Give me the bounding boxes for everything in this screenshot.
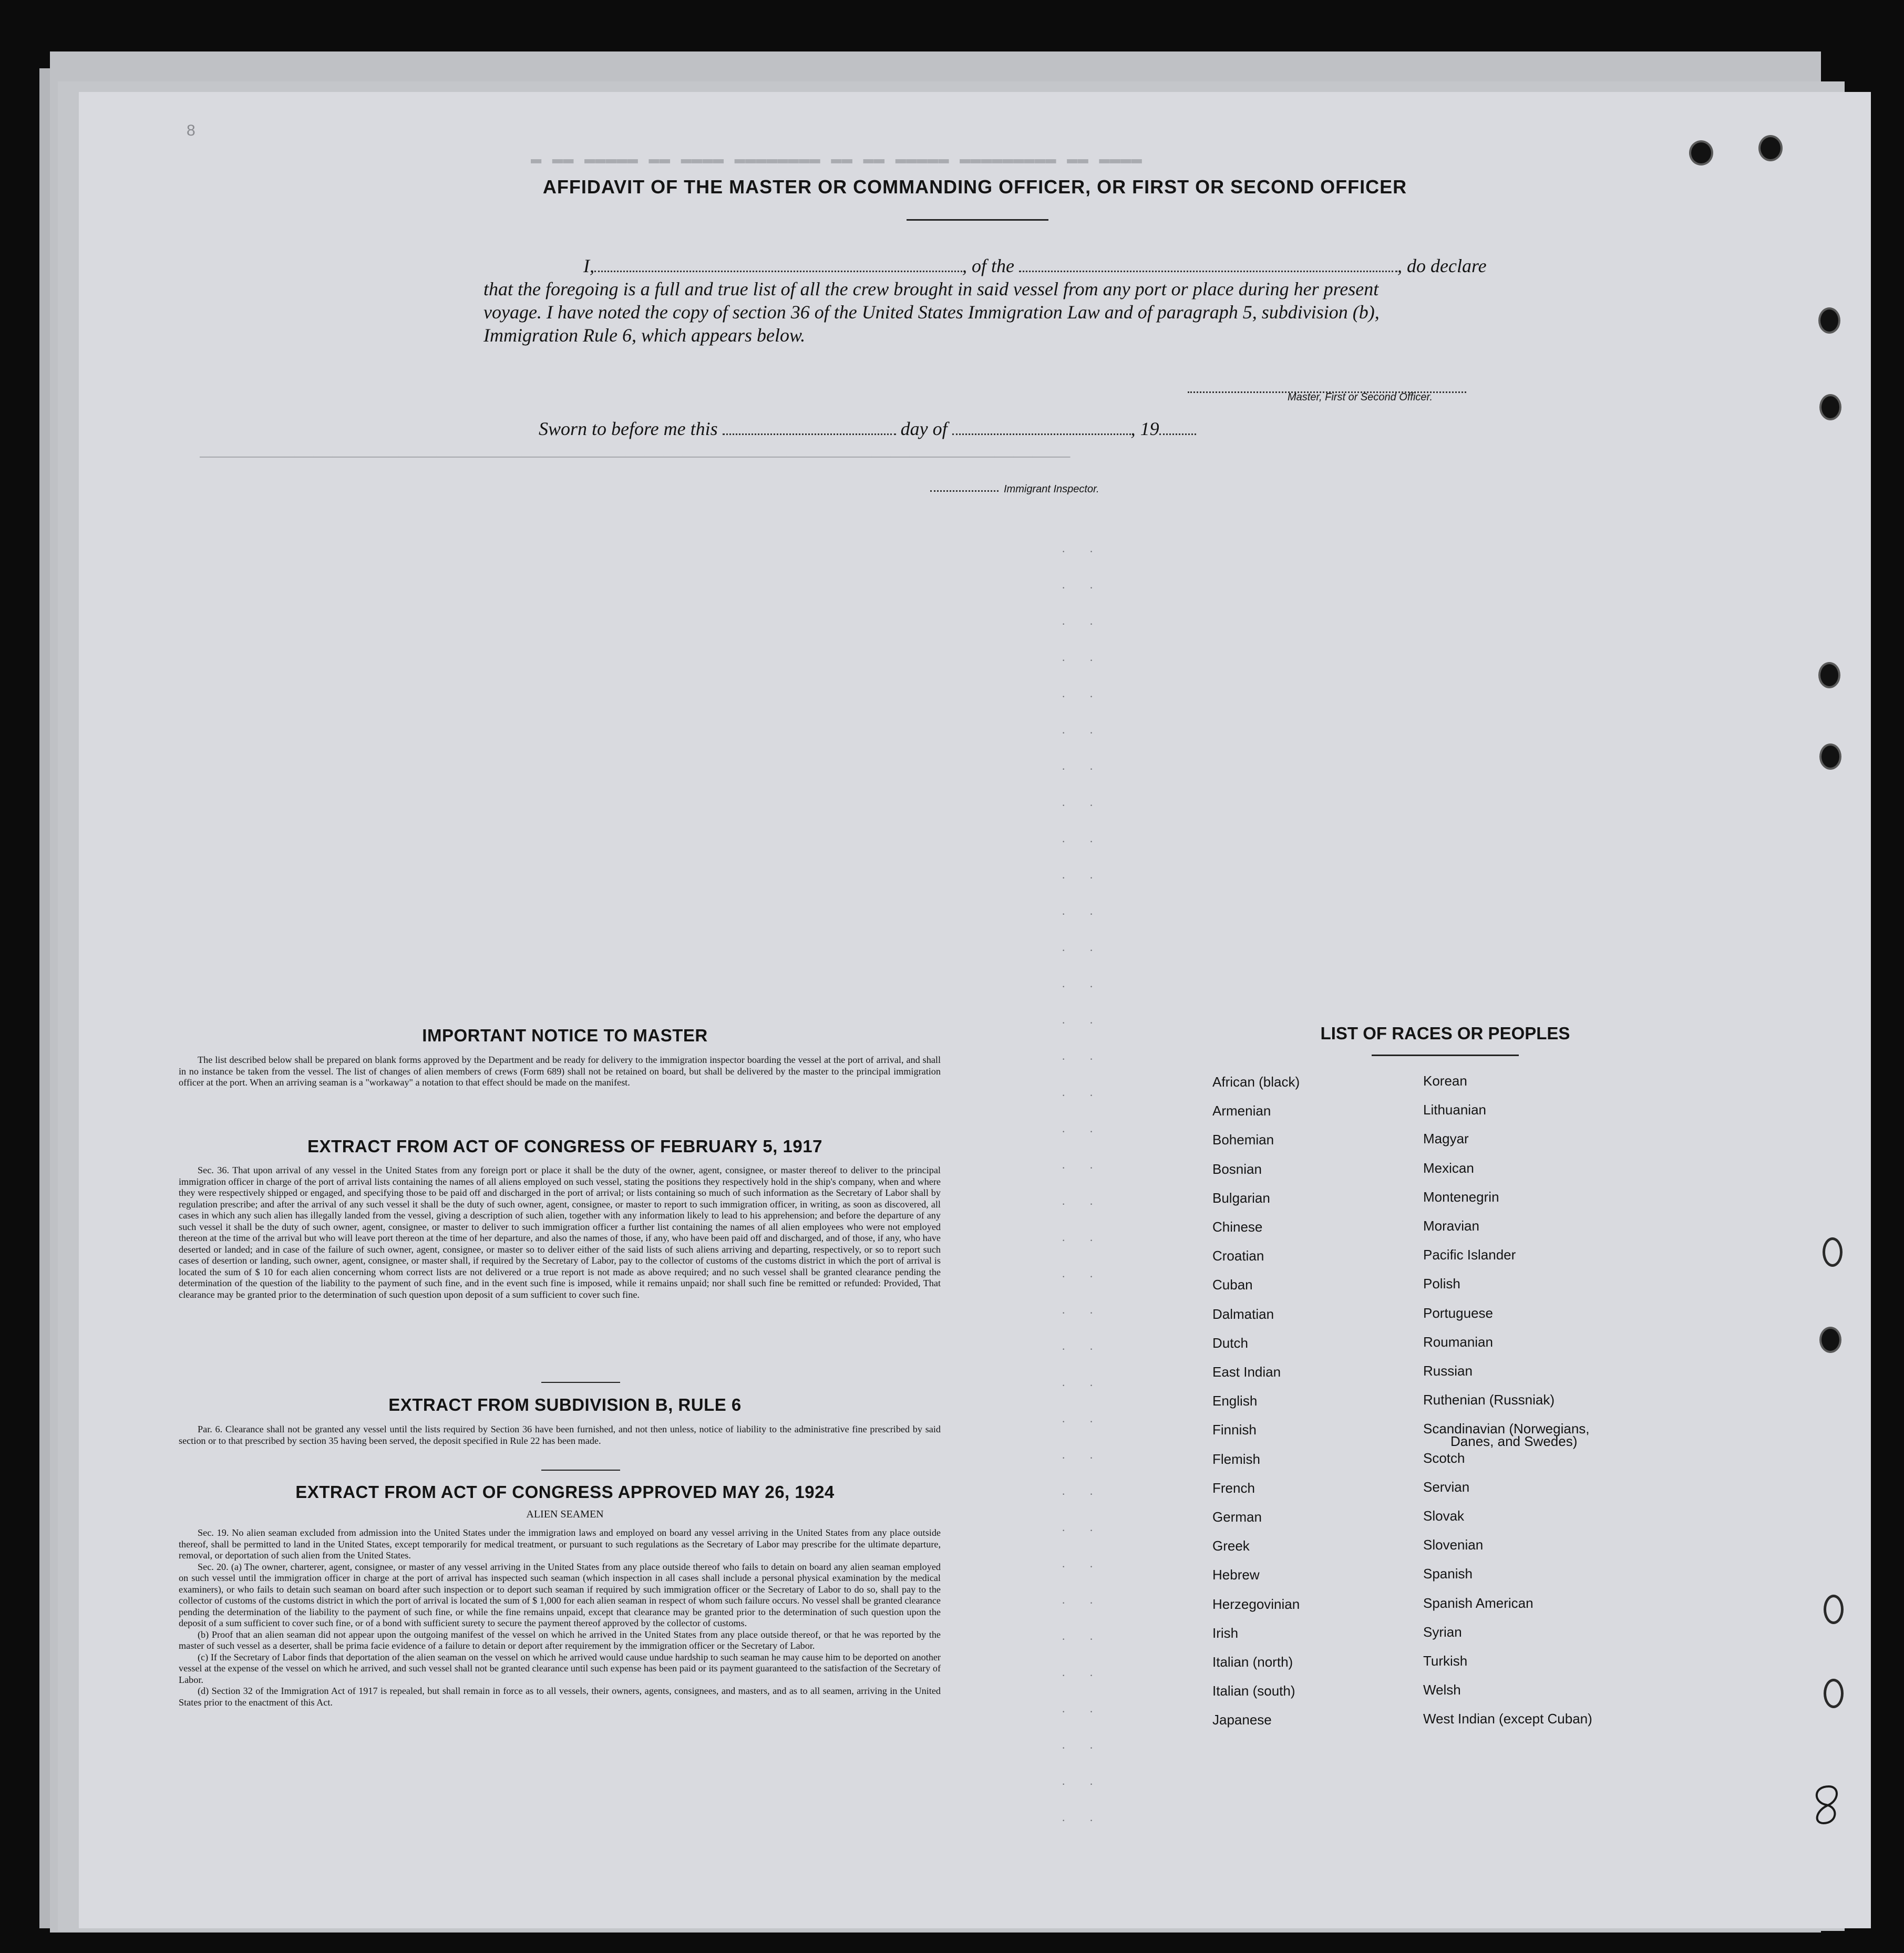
race-item: Dutch [1212,1335,1248,1351]
affidavit-line-2: that the foregoing is a full and true list of all the crew brought in said vessel from any port or place during her present [483,278,1379,299]
race-item: Pacific Islander [1423,1247,1516,1263]
sworn-month-field[interactable] [952,418,1131,435]
race-item: Korean [1423,1073,1467,1089]
divider [541,1382,620,1383]
binder-ring [1823,1237,1843,1267]
subdivision-title: EXTRACT FROM SUBDIVISION B, RULE 6 [388,1395,742,1414]
race-item: Servian [1423,1479,1470,1495]
race-item: Russian [1423,1363,1473,1379]
inspector-signature-field[interactable] [930,481,999,492]
race-item: Dalmatian [1212,1306,1274,1322]
document-page [79,92,1871,1928]
bleed-through: · · · · · · · · · · · · · · · · · · · · · · · · · · · · · · · · · · · · · · · · · · · · · · · · · · · · · · · · · · · · · · · · · · · · · · · · [1062,545,1104,1827]
act-1917-text: Sec. 36. That upon arrival of any vessel in the United States from any foreign port or place it shall be the duty of the owner, agent, consignee, or master thereof to deliver to the principal immigration officer in charge of the port of arrival lists containing the names of all aliens employed on such vessel, stating the positions they respectively hold in the ship's company, when and where they were respectively shipped or engaged, and specifying those to be paid off and discharged in the port of arrival; or lists containing so much of such information as the Secretary of Labor shall by regulation prescribe; and after the arrival of any such vessel it shall be the duty of such owner, agent, consignee, or master to report to such immigration officer, in writing, as soon as discovered, all cases in which any such alien has illegally landed from the vessel, giving a description of such alien, together with any information likely to lead to his apprehension; and before the departure of any such vessel it shall be the duty of such owner, agent, consignee, or master to deliver to such immigration officer a further list containing the names of all alien employees who were not employed thereon at the time of the arrival but who will leave port thereon at the time of her departure, and also the names of those, if any, who have been paid off and discharged, and of those, if any, who have deserted or landed; and in case of the failure of such owner, agent, consignee, or master so to deliver either of the said lists of such aliens arriving and departing, respectively, or so to report such cases of desertion or landing, such owner, agent, consignee, or master shall, if required by the Secretary of Labor, pay to the collector of customs of the customs district in which the port of arrival is located the sum of $ 10 for each alien concerning whom correct lists are not delivered or a true report is not made as above required; and no such vessel shall be granted clearance pending the determination of the question of the liability to the payment of such fine, and in the event such fine is imposed, while it remains unpaid; nor shall such fine be remitted or refunded: Provided, That clearance may be granted prior to the determination of such question upon deposit of a sum sufficient to cover such fine. [179,1165,941,1300]
race-item: Moravian [1423,1218,1479,1234]
race-item: Hebrew [1212,1567,1260,1583]
race-item: Scandinavian (Norwegians, [1423,1421,1590,1437]
race-item: Bohemian [1212,1132,1274,1148]
race-item: Spanish American [1423,1595,1534,1611]
master-label: Master, First or Second Officer. [1288,391,1433,403]
race-item: Greek [1212,1538,1250,1554]
affidavit-line-1 [536,255,1487,277]
race-item: English [1212,1393,1258,1409]
act-1917-title: EXTRACT FROM ACT OF CONGRESS OF FEBRUARY 5, 1917 [307,1136,822,1156]
sworn-year: , 19 [1130,418,1159,439]
inspector-label: Immigrant Inspector. [1004,483,1099,495]
notice-title: IMPORTANT NOTICE TO MASTER [422,1026,708,1045]
binder-hole [1818,307,1840,334]
sec-20b-text: (b) Proof that an alien seaman did not appear upon the outgoing manifest of the vessel on which he arrived in the United States from any place outside thereof, or that he was reported by the master of such vessel as a deserter, shall be prima facie evidence of a failure to detain or deport after requirement by the immigration officer or the Secretary of Labor. [179,1629,941,1651]
divider [907,219,1048,221]
race-item: Ruthenian (Russniak) [1423,1392,1555,1408]
bleed-through: ──────────────────────────────────────────────────────────────────────────────────────────── [200,449,1071,467]
race-item: Turkish [1423,1653,1468,1669]
race-item: Spanish [1423,1566,1473,1582]
race-item: Italian (north) [1212,1654,1293,1670]
sec-20a-text: Sec. 20. (a) The owner, charterer, agent, consignee, or master of any vessel arriving in the United States from any place outside thereof who fails to detain on board any alien seaman employed on such vessel until the immigration officer in charge at the port of arrival has inspected such seaman (which inspection in all cases shall include a personal physical examination by the medical examiners), or who fails to detain such seaman on board after such inspection or to deport such seaman if required by such immigration officer or the Secretary of Labor to do so, shall pay to the collector of customs of the customs district in which the port of arrival is located the sum of $ 1,000 for each alien seaman in respect of whom such failure occurs. No vessel shall be granted clearance pending the determination of the liability to the payment of such fine, or while the fine remains unpaid, except that clearance may be granted prior to the determination of such question upon the deposit of a sum sufficient to cover such fine, or of a bond with sufficient surety to secure the payment thereof approved by the collector of customs. [179,1561,941,1628]
race-item: Montenegrin [1423,1189,1499,1205]
race-item: Flemish [1212,1451,1261,1467]
race-item: Italian (south) [1212,1683,1295,1699]
binder-ring [1824,1595,1844,1624]
sec-20d-text: (d) Section 32 of the Immigration Act of 1917 is repealed, but shall remain in force as to all vessels, their owners, agents, consignees, and masters, and as to all seamen, arriving in the United States prior to the enactment of this Act. [179,1686,941,1708]
subdivision-text: Par. 6. Clearance shall not be granted any vessel until the lists required by Section 36 have been furnished, and not then unless, notice of liability to the administrative fine prescribed by said section or to that prescribed by section 35 having been served, the deposit specified in Rule 22 has been made. [179,1424,941,1446]
race-item: East Indian [1212,1364,1281,1380]
name-field[interactable] [594,255,962,272]
handwritten-mark [1808,1781,1845,1828]
race-item: Japanese [1212,1712,1272,1728]
race-item: German [1212,1509,1262,1525]
act-1924-text [179,1527,941,1708]
race-item: Lithuanian [1423,1102,1486,1118]
affidavit-title: AFFIDAVIT OF THE MASTER OR COMMANDING OFFICER, OR FIRST OR SECOND OFFICER [542,176,1407,198]
sec-19-text: Sec. 19. No alien seaman excluded from admission into the United States under the immigration laws and employed on board any vessel arriving in the United States from any place outside thereof, shall be permitted to land in the United States, except temporarily for medical treatment, or pursuant to such regulations as the Secretary of Labor may prescribe for the ultimate departure, removal, or deportation of such alien from the United States. [179,1527,941,1561]
race-item: Magyar [1423,1131,1469,1147]
act-1924-title: EXTRACT FROM ACT OF CONGRESS APPROVED MAY 26, 1924 [295,1482,835,1502]
race-item: Scotch [1423,1450,1465,1466]
race-item: Slovak [1423,1508,1465,1524]
race-item-continuation: Danes, and Swedes) [1450,1433,1578,1450]
vessel-field[interactable] [1019,255,1397,272]
race-item: Syrian [1423,1624,1462,1640]
race-item: Bosnian [1212,1161,1262,1177]
race-item: Chinese [1212,1219,1263,1235]
race-item: Portuguese [1423,1305,1493,1321]
race-item: African (black) [1212,1074,1300,1090]
race-item: Irish [1212,1625,1239,1641]
binder-hole [1819,1327,1841,1353]
affidavit-i: I, [583,255,594,276]
binder-ring [1824,1679,1844,1708]
binder-hole [1819,394,1841,420]
race-item: Roumanian [1423,1334,1493,1350]
binder-hole [1818,662,1840,688]
race-item: Welsh [1423,1682,1461,1698]
race-item: Bulgarian [1212,1190,1270,1206]
race-item: Herzegovinian [1212,1596,1300,1612]
race-item: Slovenian [1423,1537,1484,1553]
punch-hole [1689,140,1713,166]
race-item: West Indian (except Cuban) [1423,1711,1592,1727]
sec-20c-text: (c) If the Secretary of Labor finds that deportation of the alien seaman on the vessel on which he arrived would cause undue hardship to such seaman he may cause him to be deported on another vessel at the expense of the vessel on which he arrived, and such vessel shall not be granted clearance until such expense has been paid or its payment guaranteed to the satisfaction of the Secretary of Labor. [179,1651,941,1685]
race-item: Polish [1423,1276,1460,1292]
sworn-day-of: day of [900,418,948,439]
race-item: Croatian [1212,1248,1264,1264]
sworn-text: Sworn to before me this [539,418,718,439]
race-item: Armenian [1212,1103,1271,1119]
affidavit-line-4: Immigration Rule 6, which appears below. [483,325,806,346]
race-item: Finnish [1212,1422,1257,1438]
affidavit-line-3: voyage. I have noted the copy of section 36 of the United States Immigration Law and of paragraph 5, subdivision (b), [483,302,1380,323]
affidavit-declare: , do declare [1397,255,1487,276]
race-item: Cuban [1212,1277,1253,1293]
sworn-year-field[interactable] [1159,418,1196,435]
affidavit-of-the: , of the [962,255,1014,276]
sworn-line [539,418,1196,440]
race-item: Mexican [1423,1160,1474,1176]
binder-hole [1819,743,1841,770]
sworn-day-field[interactable] [723,418,896,435]
divider [1372,1055,1519,1056]
page-number: 8 [187,122,195,139]
punch-hole [1758,135,1783,161]
master-signature-field[interactable] [1188,376,1466,393]
notice-text: The list described below shall be prepared on blank forms approved by the Department and be ready for delivery to the immigration inspector boarding the vessel at the port of arrival, and shall in no instance be taken from the vessel. The list of changes of alien members of crews (Form 689) shall not be retained on board, but shall be delivered by the master to the principal immigration officer at the port. When an arriving seaman is a "workaway" a notation to that effect should be made on the manifest. [179,1055,941,1088]
race-item: French [1212,1480,1255,1496]
races-title: LIST OF RACES OR PEOPLES [1320,1024,1570,1043]
bleed-through: ▬ ▬▬ ▬▬▬▬▬ ▬▬ ▬▬▬▬ ▬▬▬▬▬▬▬▬ ▬▬ ▬▬ ▬▬▬▬▬ ▬▬▬▬▬▬▬▬▬ ▬▬ ▬▬▬▬ [531,150,1142,170]
divider [541,1470,620,1471]
act-1924-subtitle: ALIEN SEAMEN [526,1508,604,1520]
